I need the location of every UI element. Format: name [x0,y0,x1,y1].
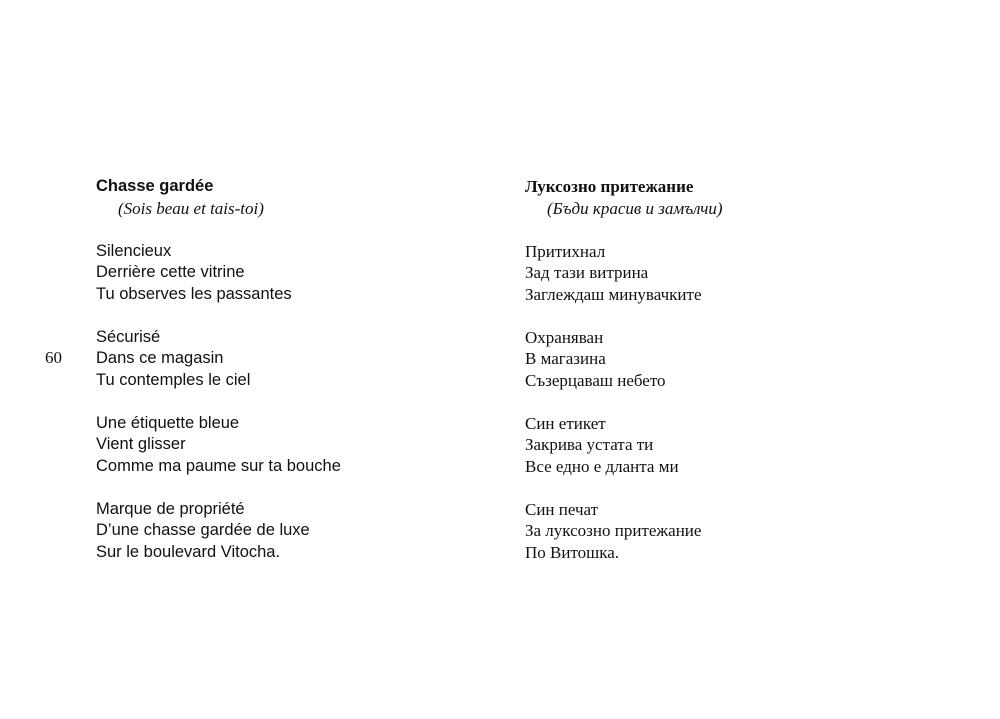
poem-line: Derrière cette vitrine [96,263,245,281]
poem-line: Син етикет [525,413,606,433]
poem-line: В магазина [525,349,606,368]
page-number: 60 [45,348,62,367]
poem-line: Dans ce magasin [96,349,224,367]
bulgarian-stanza-3 [525,413,905,478]
poem-line: Marque de propriété [96,499,245,518]
french-poem-subtitle: (Sois beau et tais-toi) [118,198,264,218]
poem-line: Sécurisé [96,327,161,346]
poem-line: Все едно е дланта ми [525,456,679,476]
bulgarian-poem [525,176,905,585]
french-stanza-1 [96,241,476,306]
french-stanza-4 [96,499,476,564]
poem-line: Зад тази витрина [525,263,649,282]
poem-line: D’une chasse gardée de luxe [96,521,310,539]
poem-line: Vient glisser [96,435,186,453]
poem-line: Une étiquette bleue [96,413,240,432]
poem-line: Tu contemples le ciel [96,370,251,389]
bulgarian-stanza-4 [525,499,905,564]
poem-line: Съзерцаваш небето [525,370,666,390]
poem-line: Син печат [525,499,599,519]
french-poem [96,176,476,585]
poem-line: За луксозно притежание [525,521,702,540]
bulgarian-poem-title: Луксозно притежание [525,177,694,196]
poem-line: Comme ma paume sur ta bouche [96,456,341,475]
bulgarian-poem-subtitle: (Бъди красив и замълчи) [547,198,723,218]
poem-line: Silencieux [96,241,172,260]
french-poem-title: Chasse gardée [96,177,214,195]
bulgarian-stanza-1 [525,241,905,306]
poem-line: По Витошка. [525,542,620,562]
poem-line: Sur le boulevard Vitocha. [96,542,281,561]
poem-line: Tu observes les passantes [96,284,292,303]
poem-line: Заглеждаш минувачките [525,284,702,304]
french-stanza-2 [96,327,476,392]
bulgarian-stanza-2 [525,327,905,392]
poem-line: Закрива устата ти [525,435,654,454]
poem-line: Притихнал [525,241,606,261]
poem-line: Охраняван [525,327,604,347]
french-stanza-3 [96,413,476,478]
